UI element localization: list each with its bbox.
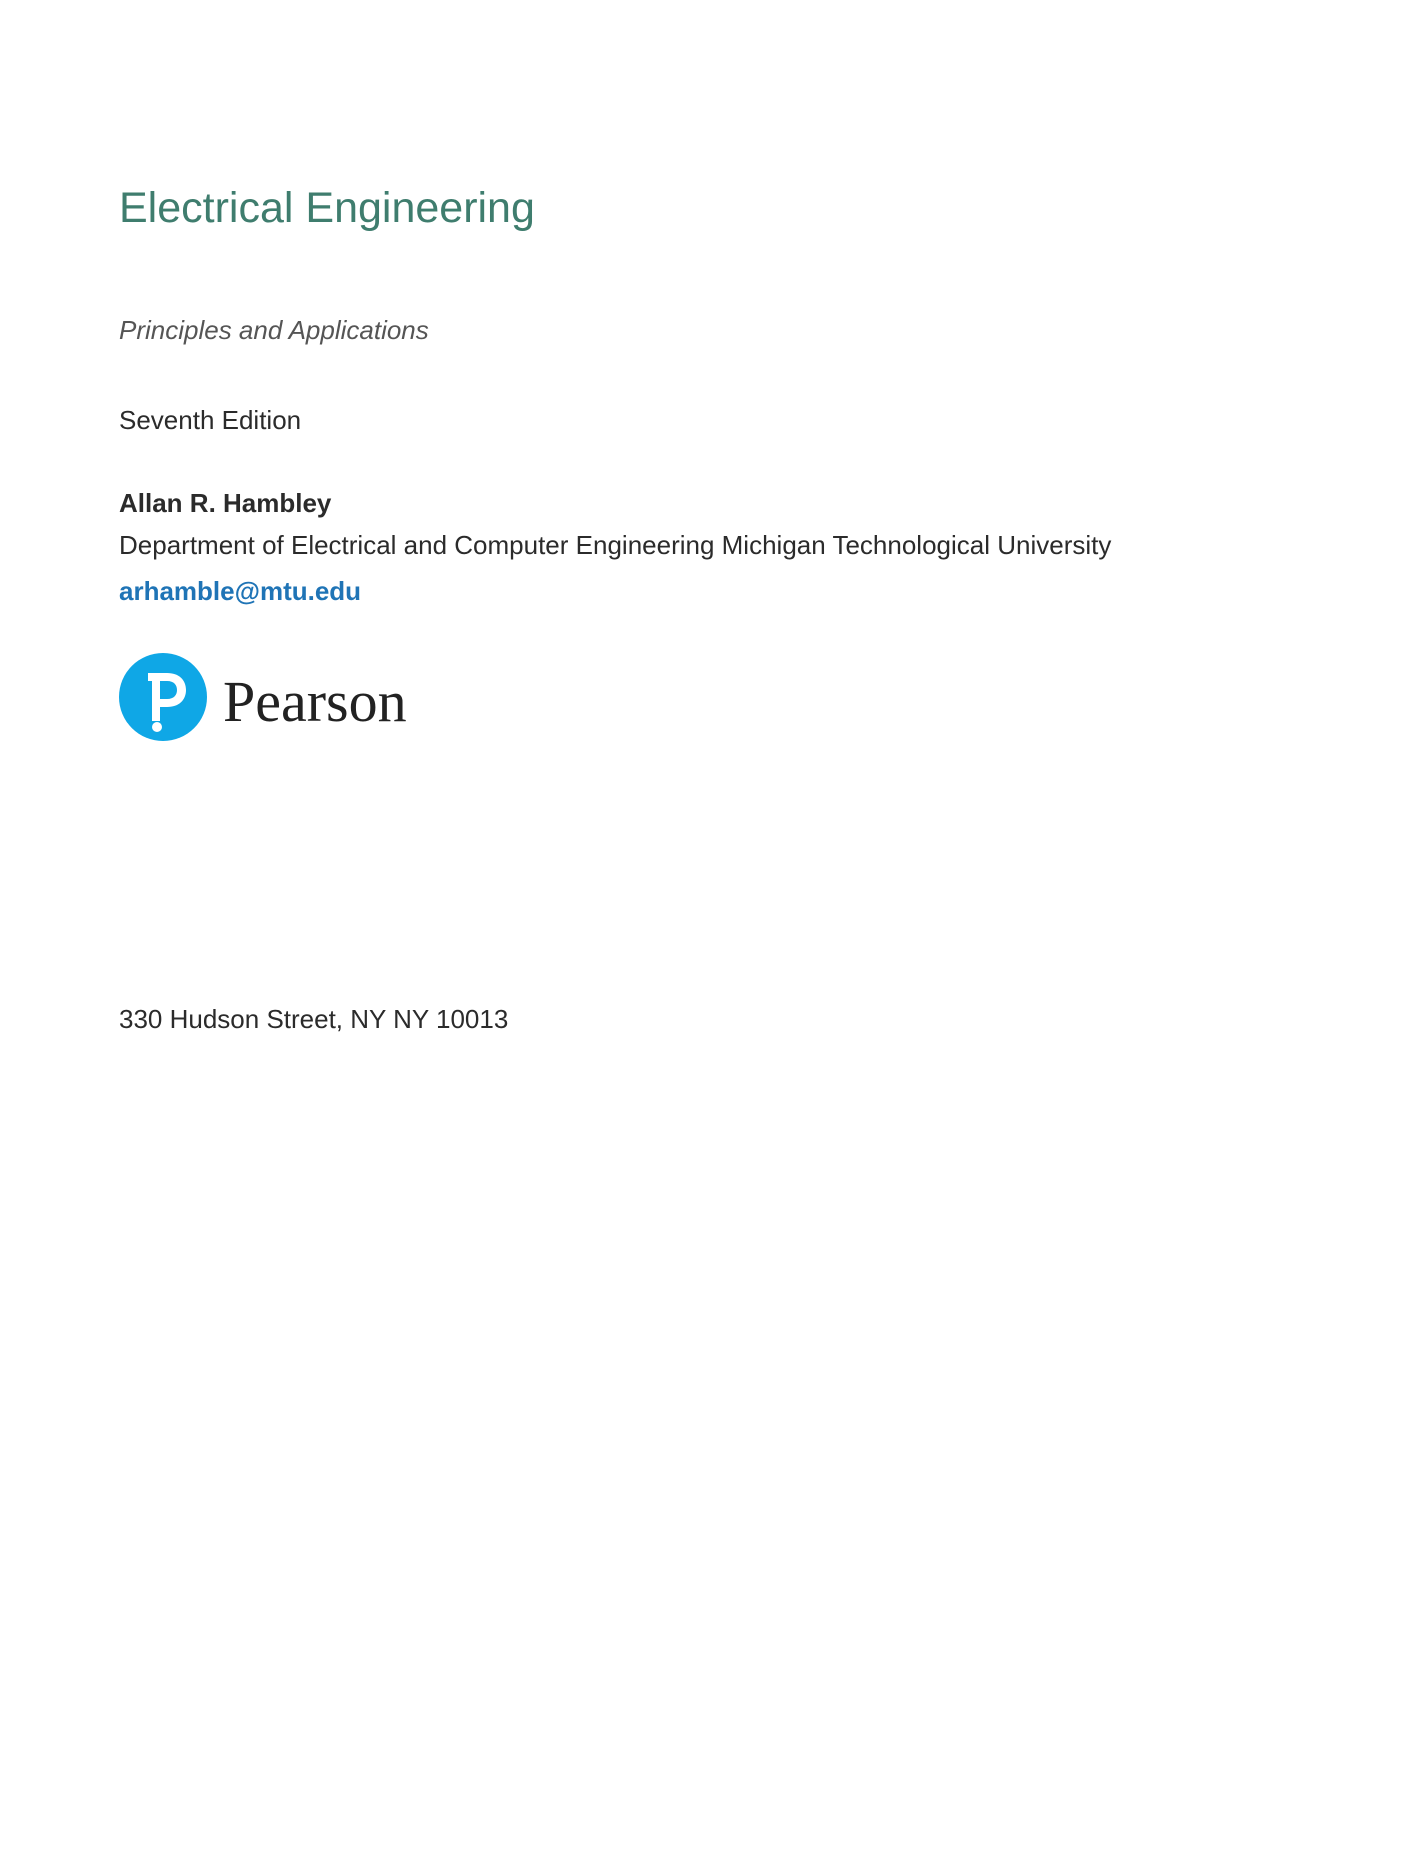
author-name: Allan R. Hambley [119,488,332,518]
book-subtitle: Principles and Applications [119,315,429,345]
pearson-logo [119,651,449,743]
pearson-logo-graphic [119,651,449,743]
publisher-address: 330 Hudson Street, NY NY 10013 [119,1004,509,1034]
pearson-wordmark: Pearson [223,669,407,734]
author-email-link[interactable]: arhamble@mtu.edu [119,576,362,606]
pearson-p-logo-icon [119,653,207,741]
author-department: Department of Electrical and Computer Engineering Michigan Technological University [119,530,1112,560]
book-title: Electrical Engineering [119,184,535,232]
edition-label: Seventh Edition [119,405,302,435]
